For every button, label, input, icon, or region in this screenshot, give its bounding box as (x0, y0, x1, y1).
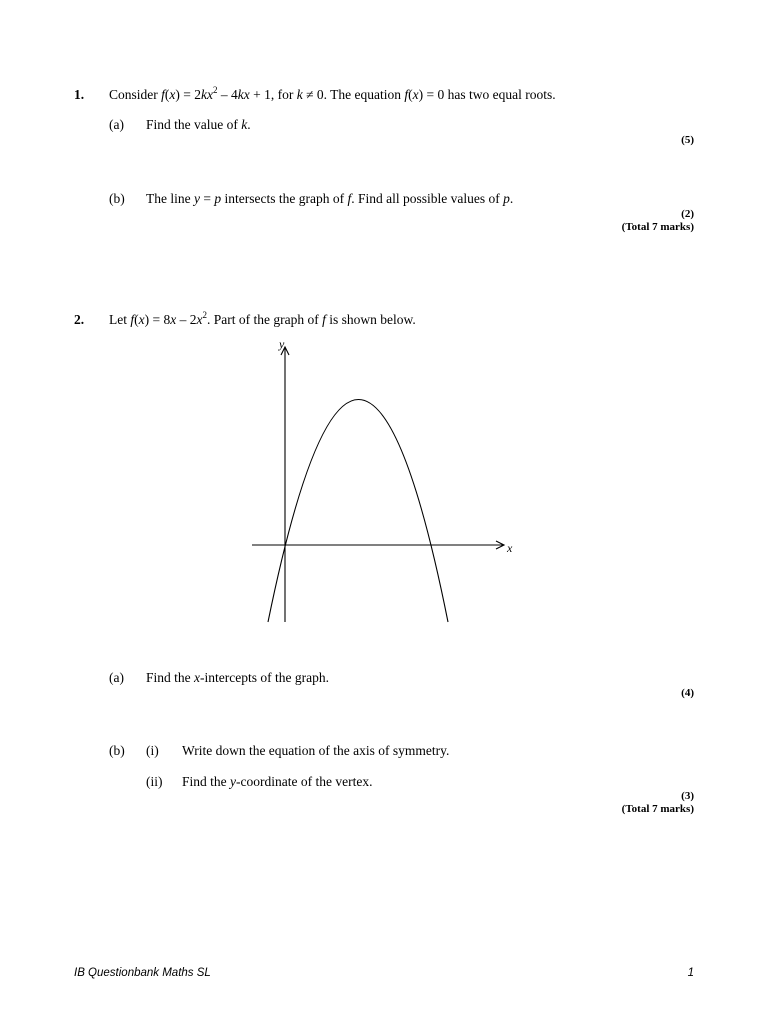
q1a-marks: (5) (681, 134, 694, 146)
footer-title: IB Questionbank Maths SL (74, 967, 211, 979)
q2a-var: x (194, 670, 201, 685)
q1b-text-part: . Find all possible values of (351, 191, 504, 206)
question-2-number: 2. (74, 312, 85, 327)
stem-exponent: 2 (202, 310, 207, 320)
q1a-label: (a) (109, 117, 124, 132)
stem-text: ( (164, 87, 170, 102)
question-2-stem (109, 312, 416, 328)
q2a-text (146, 670, 329, 686)
q1a-text-part: . (247, 117, 251, 132)
q1b-text-part: intersects the graph of (221, 191, 348, 206)
q2b-marks: (3) (681, 790, 694, 802)
q1b-marks: (2) (681, 208, 694, 220)
question-1-stem (109, 87, 556, 103)
q1b-var: y (193, 191, 200, 206)
q1a-text (146, 117, 251, 133)
q2b-ii-text (182, 774, 372, 790)
stem-var: k (296, 87, 303, 102)
q2b-ii-label: (ii) (146, 774, 163, 789)
stem-text: ) = 8 (144, 312, 171, 327)
q1b-text-part: = (199, 191, 215, 206)
stem-text: . Part of the graph of (207, 312, 323, 327)
q2b-ii-var: y (230, 774, 237, 789)
stem-var: k (237, 87, 244, 102)
q1b-label: (b) (109, 191, 125, 206)
stem-var: f (322, 312, 326, 327)
stem-text: ) = 0 has two equal roots. (418, 87, 556, 102)
stem-text: ) = 2 (175, 87, 201, 102)
x-axis-label: x (507, 541, 513, 555)
q1b-var: f (347, 191, 352, 206)
q1b-text-part: The line (146, 191, 194, 206)
stem-var: f (130, 312, 135, 327)
stem-exponent: 2 (213, 85, 218, 95)
q2a-text-part: -intercepts of the graph. (200, 670, 329, 685)
q1b-text (146, 191, 513, 207)
q1a-var: k (241, 117, 248, 132)
q2b-ii-text-part: -coordinate of the vertex. (236, 774, 373, 789)
stem-text: ( (134, 312, 139, 327)
q1b-text-part: . (509, 191, 514, 206)
stem-var: x (170, 312, 177, 327)
stem-text: Consider (109, 87, 162, 102)
parabola-curve (268, 400, 448, 623)
stem-var: x (243, 87, 250, 102)
stem-text: – 4 (217, 87, 238, 102)
stem-text: Let (109, 312, 131, 327)
stem-text: is shown below. (325, 312, 416, 327)
parabola-graph (240, 335, 530, 635)
stem-var: x (207, 87, 213, 102)
stem-text: ( (408, 87, 413, 102)
q2a-marks: (4) (681, 687, 694, 699)
q1a-text-part: Find the value of (146, 117, 242, 132)
stem-var: f (161, 87, 165, 102)
q2b-i-text: Write down the equation of the axis of symmetry. (182, 743, 450, 758)
question-1-number: 1. (74, 87, 85, 102)
q1-total-marks: (Total 7 marks) (621, 221, 694, 233)
stem-var: x (412, 87, 419, 102)
stem-text: + 1, for (249, 87, 297, 102)
stem-var: x (138, 312, 145, 327)
stem-var: x (196, 312, 203, 327)
q2b-label: (b) (109, 743, 125, 758)
stem-text: – 2 (176, 312, 197, 327)
q2b-i-label: (i) (146, 743, 159, 758)
stem-text: ≠ 0. The equation (302, 87, 405, 102)
page-number: 1 (687, 967, 694, 979)
q2-total-marks: (Total 7 marks) (621, 803, 694, 815)
stem-var: x (169, 87, 176, 102)
stem-var: k (201, 87, 207, 102)
y-axis-label: y (279, 337, 285, 351)
q1b-var: p (214, 191, 222, 206)
q2b-ii-text-part: Find the (182, 774, 231, 789)
q2a-label: (a) (109, 670, 124, 685)
q2a-text-part: Find the (146, 670, 195, 685)
q1b-var: p (503, 191, 510, 206)
stem-var: f (404, 87, 409, 102)
